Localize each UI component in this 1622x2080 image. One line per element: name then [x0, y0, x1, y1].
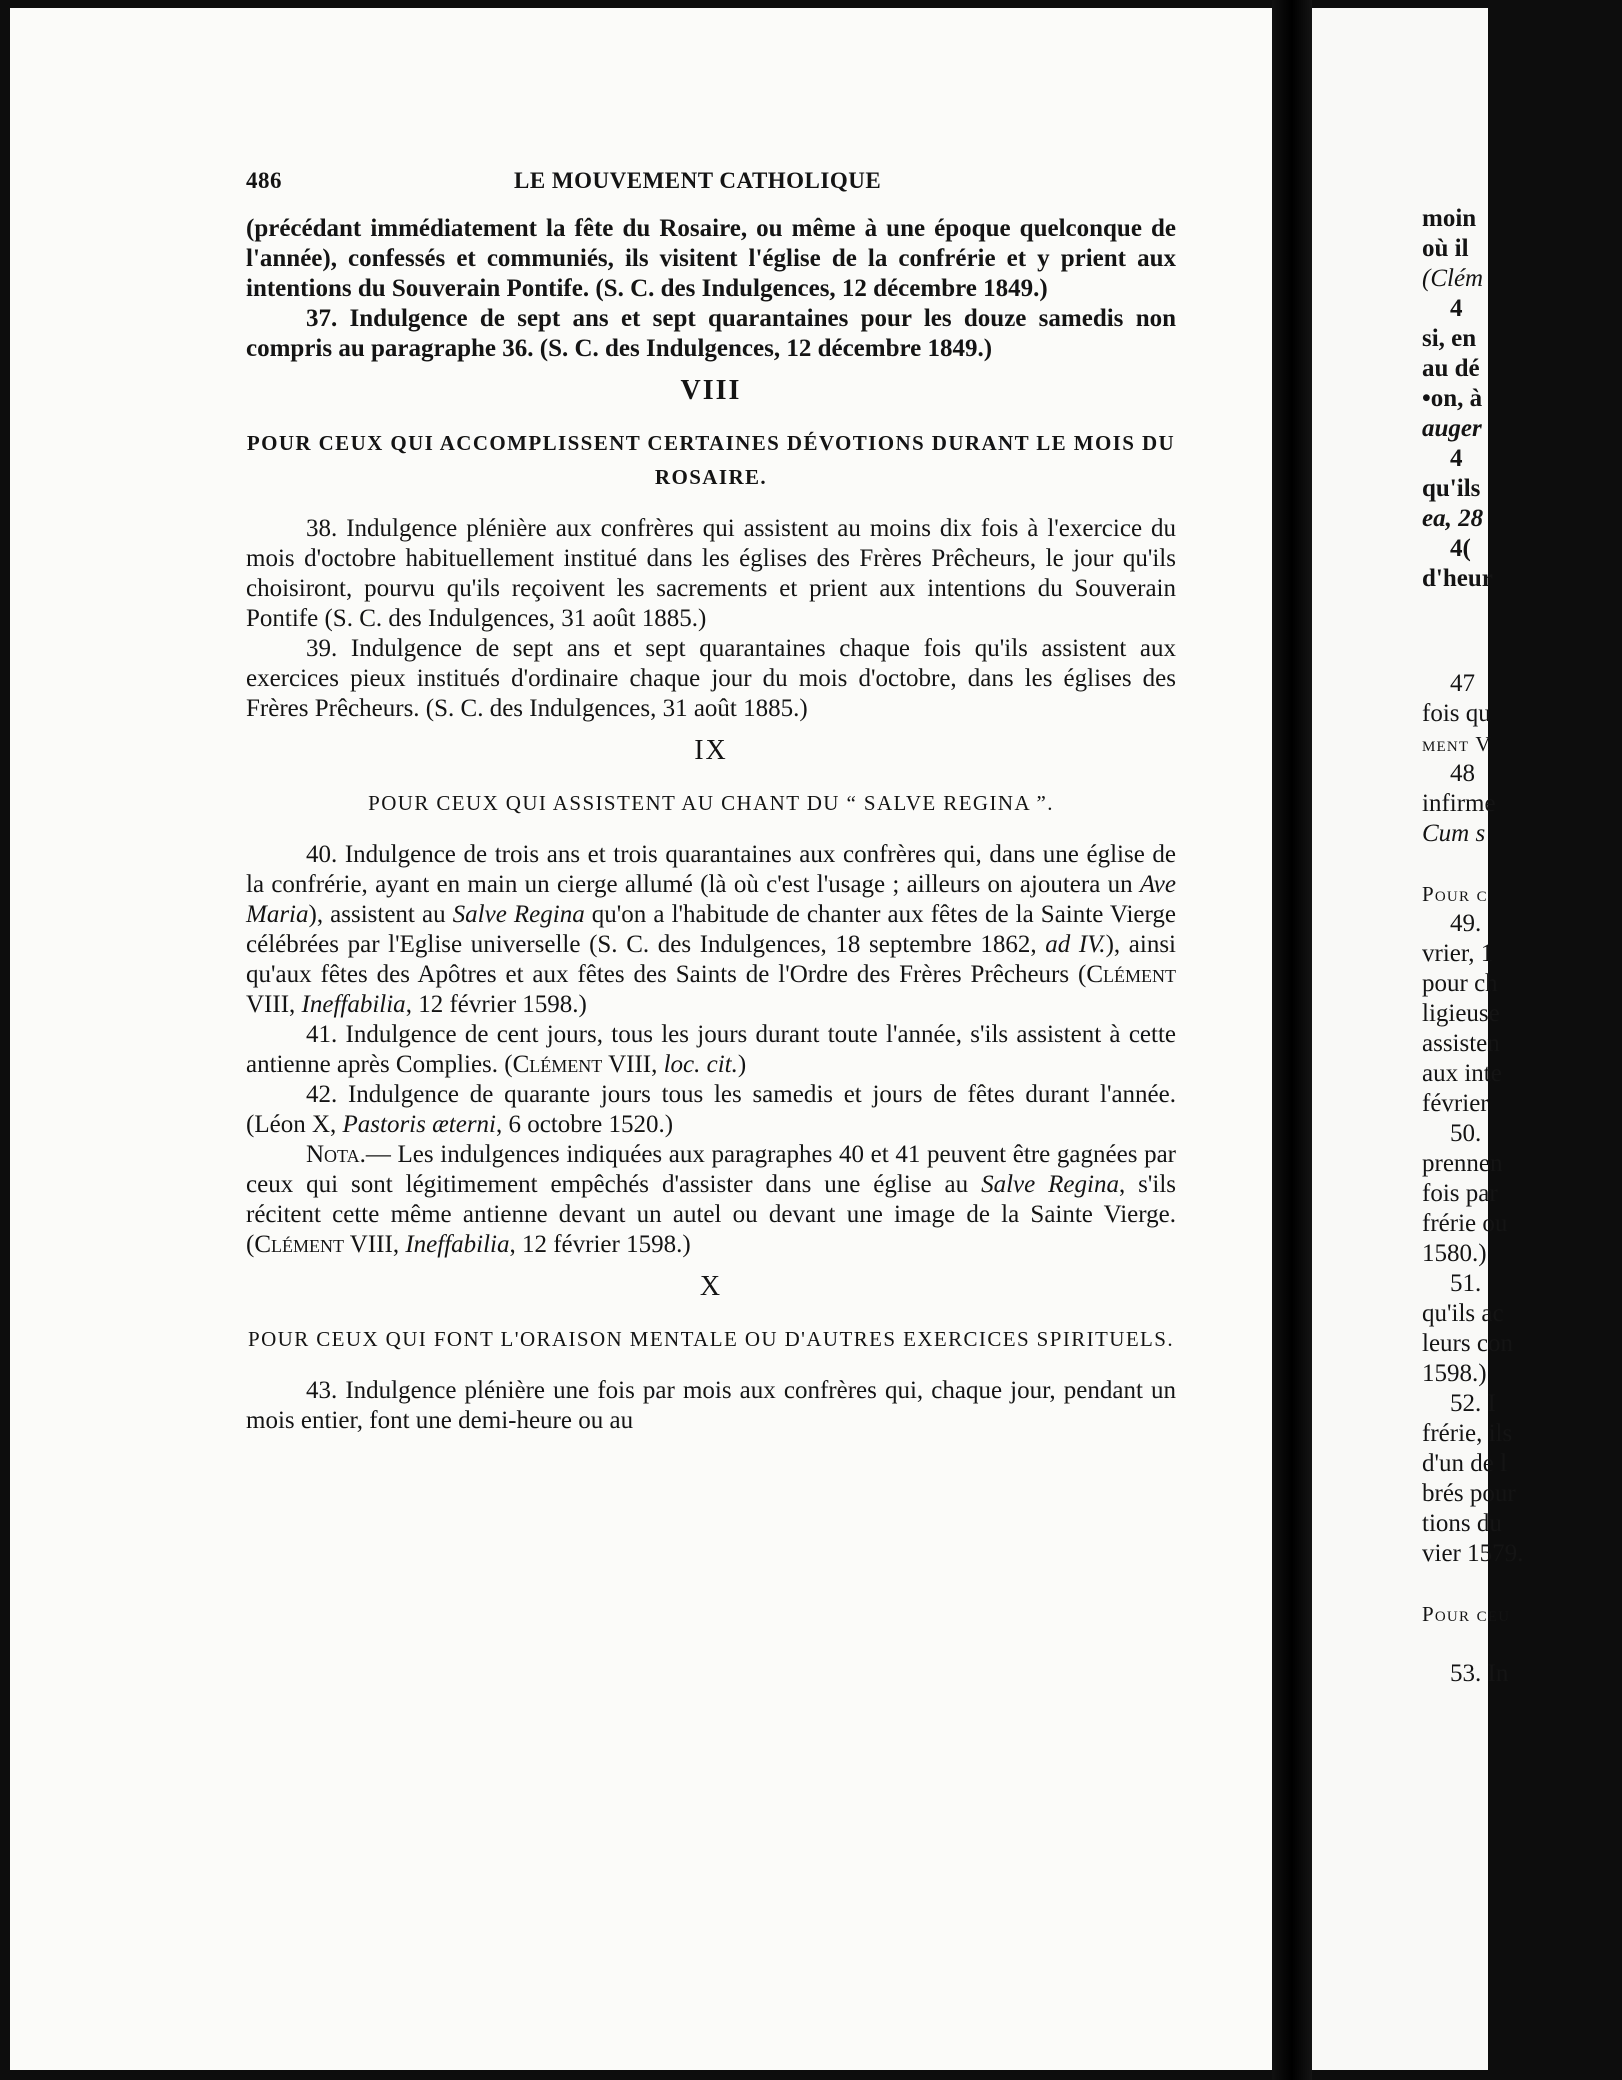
text-run: 40. Indulgence de trois ans et trois quarantaines aux confrères qui, dans une église de la confrérie, ayant en main un cierge allumé (là où c'est l'usage ; ailleurs on ajoutera un: [246, 841, 1176, 898]
right-line: assisten: [1422, 1030, 1500, 1057]
right-line: Pour ceu: [1422, 1602, 1511, 1626]
italic-run: Salve Regina: [452, 901, 585, 928]
paragraph-37: 37. Indulgence de sept ans et sept quarantaines pour les douze samedis non compris au paragraphe 36. (S. C. des Indulgences, 12 décembre 1849.): [246, 305, 1176, 362]
right-line: 4: [1450, 295, 1463, 322]
text-run: , s'ils récitent cette même antienne devant un autel ou devant une image de la Sainte Vierge. (: [246, 1171, 1176, 1258]
right-line: 48: [1450, 760, 1475, 787]
italic-run: Ineffabilia: [405, 1231, 510, 1258]
right-line: d'un de l: [1422, 1450, 1508, 1477]
text-run: , 12 février 1598.): [405, 991, 587, 1018]
italic-run: auger: [1422, 415, 1482, 442]
right-line: •on, à: [1422, 385, 1483, 412]
right-line: moin: [1422, 205, 1477, 232]
right-line: février: [1422, 1090, 1489, 1117]
right-line: brés pour: [1422, 1480, 1516, 1507]
spacer: [1422, 1569, 1622, 1599]
page-body: [246, 214, 1176, 1436]
spacer: [1422, 849, 1622, 879]
text-run: , 6 octobre 1520.): [496, 1111, 674, 1138]
right-line: qu'ils ac: [1422, 1300, 1504, 1327]
running-title: LE MOUVEMENT CATHOLIQUE: [514, 168, 882, 193]
section-number-viii: VIII: [680, 375, 742, 406]
text-run: 42. Indulgence de quarante jours tous les samedis et jours de fêtes durant l'année. (Léon X,: [246, 1081, 1176, 1138]
right-line: pour ch: [1422, 970, 1498, 997]
right-page-fragment: [1312, 8, 1524, 2070]
italic-run: Cum s: [1422, 820, 1486, 847]
right-line: 4: [1450, 445, 1463, 472]
italic-run: ad IV.: [1045, 931, 1106, 958]
section-number-ix: IX: [694, 735, 728, 766]
paragraph-41: [246, 1020, 1176, 1080]
italic-run: Ave Maria: [246, 871, 1176, 928]
italic-run: ea, 28: [1422, 505, 1484, 532]
small-caps-run: Clément: [254, 1231, 344, 1258]
right-line: si, en: [1422, 325, 1477, 352]
section-title-ix: POUR CEUX QUI ASSISTENT AU CHANT DU “ SALVE REGINA ”.: [368, 791, 1054, 815]
section-title-x: POUR CEUX QUI FONT L'ORAISON MENTALE OU D'AUTRES EXERCICES SPIRITUELS.: [247, 1327, 1175, 1351]
paragraph-43: 43. Indulgence plénière une fois par mois aux confrères qui, chaque jour, pendant un mois entier, font une demi-heure ou au: [246, 1377, 1176, 1434]
right-line: au dé: [1422, 355, 1480, 382]
small-caps-run: Clément: [512, 1051, 603, 1078]
paragraph-38: 38. Indulgence plénière aux confrères qui assistent au moins dix fois à l'exercice du mois d'octobre habituellement institué dans les églises des Frères Prêcheurs, le jour qu'ils choisiront, pourvu qu'ils reçoivent les sacrements et prient aux intentions du Souverain Pontife (S. C. des Indulgences, 31 août 1885.): [246, 515, 1176, 632]
paragraph-40: [246, 840, 1176, 1020]
text-run: ), assistent au: [308, 901, 453, 928]
right-line: ment V: [1422, 732, 1492, 756]
spacer: [1422, 594, 1622, 669]
text-run: qu'on a l'habitude de chanter aux fêtes de la Sainte Vierge célébrées par l'Eglise universelle (S. C. des Indulgences, 18 septembre 1862,: [246, 901, 1176, 958]
right-line: [1422, 504, 1622, 534]
right-line: d'heur: [1422, 565, 1493, 592]
right-line: 50.: [1450, 1120, 1482, 1147]
right-line: Pour c: [1422, 882, 1488, 906]
right-line: fois qu: [1422, 700, 1491, 727]
right-line: [1422, 819, 1622, 849]
page-number: 486: [246, 168, 282, 193]
right-line: où il: [1422, 235, 1469, 262]
right-line: [1422, 414, 1622, 444]
small-caps-run: Nota.: [306, 1141, 366, 1168]
right-line: 52. I: [1450, 1390, 1496, 1417]
right-line: vrier, 1: [1422, 940, 1494, 967]
right-line: 49.: [1450, 910, 1482, 937]
right-line: 47: [1450, 670, 1475, 697]
small-caps-run: Clément: [1086, 961, 1176, 988]
right-line: 53. In: [1450, 1660, 1509, 1687]
left-page: [10, 8, 1272, 2070]
right-page-text: [1422, 204, 1622, 1689]
right-line: vier 1579.: [1422, 1540, 1524, 1567]
right-line: frérie ou: [1422, 1210, 1508, 1237]
right-line: qu'ils: [1422, 475, 1481, 502]
italic-run: loc. cit.: [663, 1051, 738, 1078]
right-line: fois par: [1422, 1180, 1498, 1207]
nota-paragraph: [246, 1140, 1176, 1260]
right-line: leurs con: [1422, 1330, 1513, 1357]
right-line: tions du: [1422, 1510, 1502, 1537]
section-number-x: X: [699, 1271, 723, 1302]
right-line: ligieuse: [1422, 1000, 1500, 1027]
text-run: ), ainsi qu'aux fêtes des Apôtres et aux fêtes des Saints de l'Ordre des Frères Prêcheurs (: [246, 931, 1176, 988]
italic-run: Salve Regina: [981, 1171, 1119, 1198]
paragraph-continued: (précédant immédiatement la fête du Rosaire, ou même à une époque quelconque de l'année), confessés et communiés, ils visitent l'église de la confrérie et y prient aux intentions du Souverain Pontife. (S. C. des Indulgences, 12 décembre 1849.): [246, 215, 1176, 302]
italic-run: Ineffabilia: [301, 991, 406, 1018]
paragraph-42: [246, 1080, 1176, 1140]
text-run: ): [737, 1051, 747, 1078]
right-line: frérie, ils: [1422, 1420, 1513, 1447]
italic-run: Pastoris æterni: [342, 1111, 496, 1138]
right-line: prennen: [1422, 1150, 1503, 1177]
spacer: [1422, 1629, 1622, 1659]
text-run: VIII,: [344, 1231, 406, 1258]
text-run: VIII,: [602, 1051, 664, 1078]
text-run: , 12 février 1598.): [509, 1231, 691, 1258]
text-run: VIII,: [246, 991, 302, 1018]
right-line: 1598.): [1422, 1360, 1487, 1387]
paragraph-39: 39. Indulgence de sept ans et sept quarantaines chaque fois qu'ils assistent aux exercices pieux institués d'ordinaire chaque jour du mois d'octobre, dans les églises des Frères Prêcheurs. (S. C. des Indulgences, 31 août 1885.): [246, 635, 1176, 722]
text-run: — Les indulgences indiquées aux paragraphes 40 et 41 peuvent être gagnées par ceux qui sont légitimement empêchés d'assister dans une église au: [246, 1141, 1176, 1198]
right-line: aux inte: [1422, 1060, 1502, 1087]
right-line: [1422, 264, 1622, 294]
book-gutter: [1272, 0, 1312, 2080]
italic-run: (Clém: [1422, 265, 1484, 292]
right-line: 51.: [1450, 1270, 1482, 1297]
right-line: 1580.): [1422, 1240, 1487, 1267]
right-line: infirme: [1422, 790, 1496, 817]
text-run: 41. Indulgence de cent jours, tous les jours durant toute l'année, s'ils assistent à cette antienne après Complies. (: [246, 1021, 1176, 1078]
right-line: 4(: [1450, 535, 1471, 562]
section-title-viii: POUR CEUX QUI ACCOMPLISSENT CERTAINES DÉVOTIONS DURANT LE MOIS DU ROSAIRE.: [246, 431, 1176, 489]
